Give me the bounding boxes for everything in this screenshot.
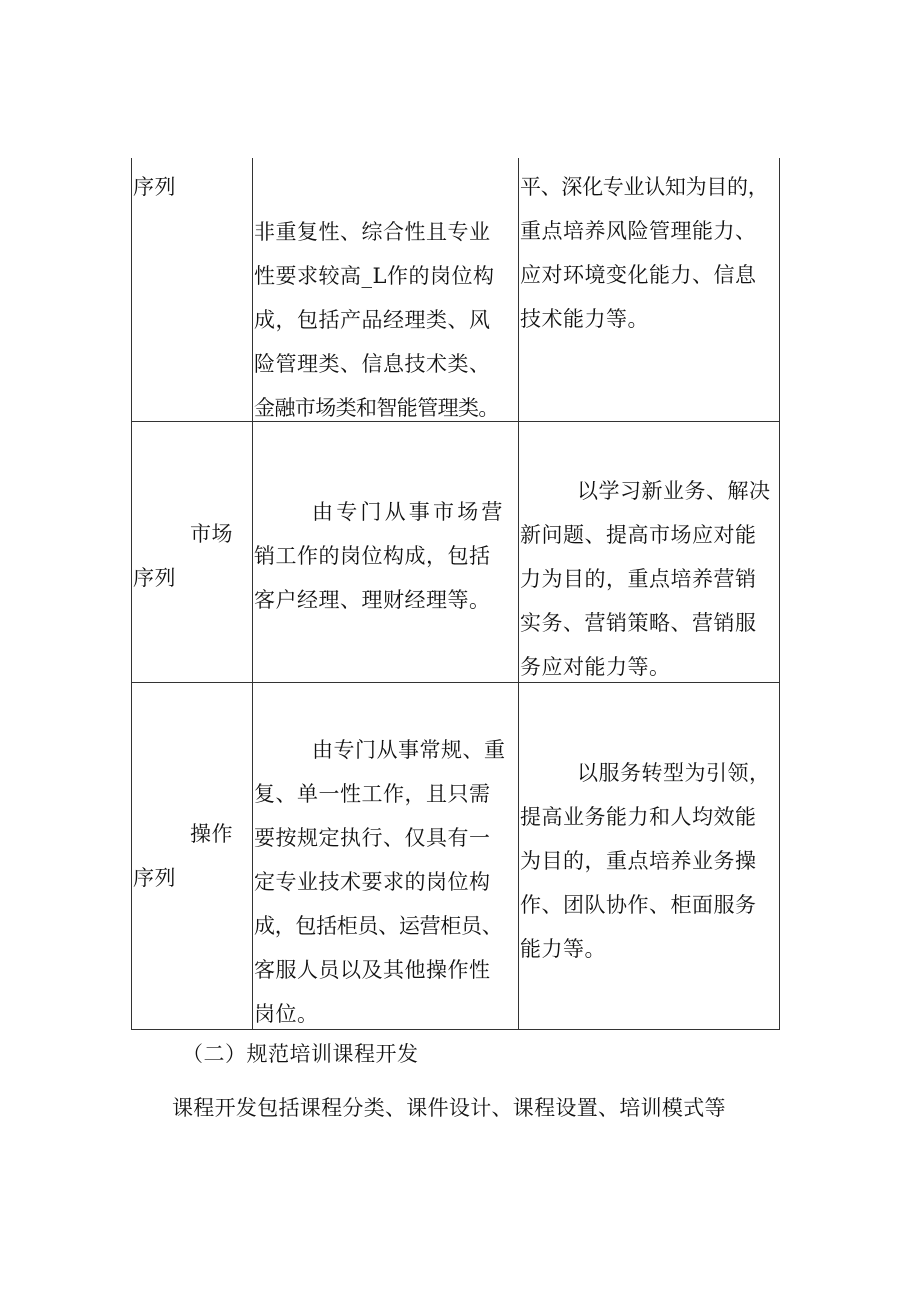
table-divider-1 bbox=[252, 158, 253, 1030]
cell-line: 成，包括产品经理类、风 bbox=[254, 308, 491, 332]
cell-line: 为目的，重点培养业务操 bbox=[520, 849, 757, 873]
table-row-2-category bbox=[133, 512, 251, 600]
table-row-1-description bbox=[254, 210, 517, 430]
table-row-2-training bbox=[520, 469, 779, 689]
table-row-1-category bbox=[133, 165, 251, 209]
cell-line: 能力等。 bbox=[520, 937, 606, 961]
cell-line: 力为目的，重点培养营销 bbox=[520, 567, 757, 591]
body-paragraph: 课程开发包括课程分类、课件设计、课程设置、培训模式等 bbox=[172, 1096, 726, 1120]
cell-line: 技术能力等。 bbox=[520, 307, 649, 331]
cell-line: 以服务转型为引领， bbox=[577, 761, 771, 785]
table-row-3-training bbox=[520, 751, 779, 971]
cell-line: 务应对能力等。 bbox=[520, 655, 671, 679]
table-divider-2 bbox=[518, 158, 519, 1030]
table-border-left bbox=[131, 158, 132, 1030]
cell-line: 岗位。 bbox=[254, 1002, 319, 1026]
cell-line: 客服人员以及其他操作性 bbox=[254, 958, 491, 982]
cell-line: 成，包括柜员、运营柜员、 bbox=[254, 914, 503, 938]
table-row-3-description bbox=[254, 728, 517, 1036]
cell-line: 序列 bbox=[133, 175, 176, 199]
cell-line: 复、单一性工作，且只需 bbox=[254, 782, 491, 806]
table-row-3-category bbox=[133, 812, 251, 900]
cell-line: 由专门从事常规、重 bbox=[312, 738, 506, 762]
cell-line: 性要求较高_L作的岗位构 bbox=[254, 264, 495, 288]
cell-line: 以学习新业务、解决 bbox=[577, 479, 771, 503]
cell-line: 客户经理、理财经理等。 bbox=[254, 588, 491, 612]
cell-line: 作、团队协作、柜面服务 bbox=[520, 893, 757, 917]
cell-line: 重点培养风险管理能力、 bbox=[520, 219, 757, 243]
cell-line: 市场 bbox=[190, 522, 233, 546]
cell-line: 序列 bbox=[133, 866, 176, 890]
table-row-2-description bbox=[254, 490, 517, 622]
cell-line: 定专业技术要求的岗位构 bbox=[254, 870, 491, 894]
cell-line: 操作 bbox=[190, 822, 233, 846]
cell-line: 由专门从事市场营 bbox=[312, 500, 506, 524]
cell-line: 险管理类、信息技术类、 bbox=[254, 352, 491, 376]
cell-line: 销工作的岗位构成，包括 bbox=[254, 544, 491, 568]
cell-line: 实务、营销策略、营销服 bbox=[520, 611, 757, 635]
cell-line: 序列 bbox=[133, 566, 176, 590]
section-heading: （二）规范培训课程开发 bbox=[182, 1042, 419, 1066]
cell-line: 要按规定执行、仅具有一 bbox=[254, 826, 491, 850]
cell-line: 提高业务能力和人均效能 bbox=[520, 805, 757, 829]
table-border-right bbox=[779, 158, 780, 1030]
cell-line: 非重复性、综合性且专业 bbox=[254, 220, 491, 244]
cell-line: 新问题、提高市场应对能 bbox=[520, 523, 757, 547]
table-row-1-training bbox=[520, 165, 779, 341]
cell-line: 金融市场类和智能管理类。 bbox=[254, 396, 499, 420]
cell-line: 平、深化专业认知为目的， bbox=[520, 175, 769, 199]
cell-line: 应对环境变化能力、信息 bbox=[520, 263, 757, 287]
